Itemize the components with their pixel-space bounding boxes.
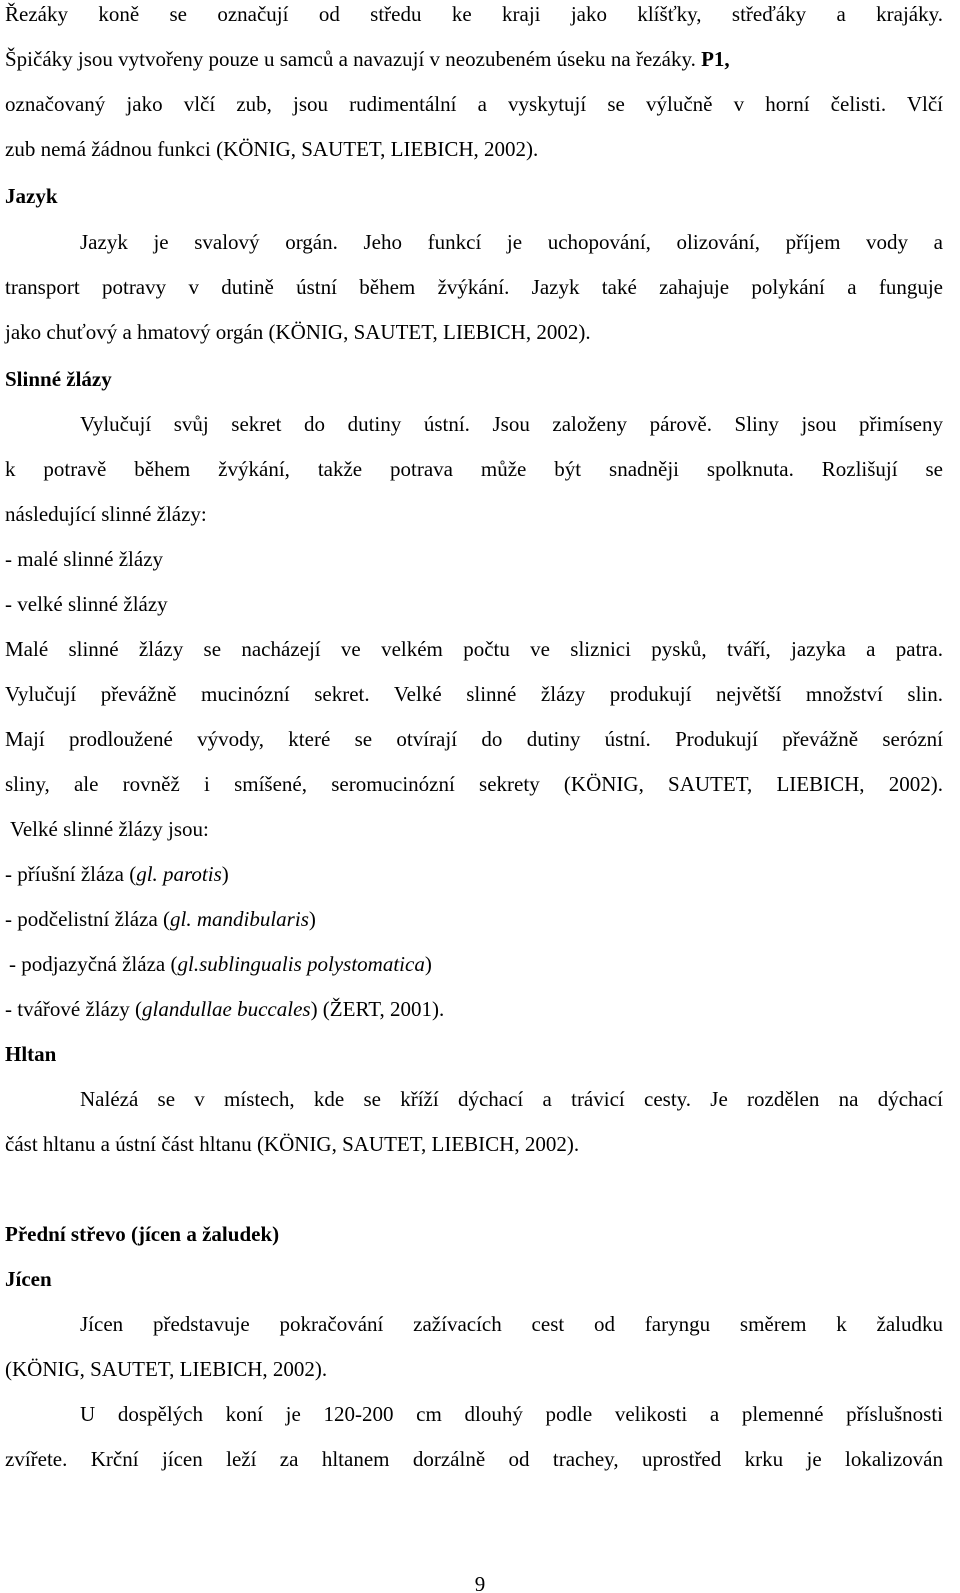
gland-list-item (5, 861, 943, 887)
gland-latin-name: gl. parotis (136, 862, 222, 886)
gland-text: ) (424, 952, 432, 976)
text-line: k potravě během žvýkání, takže potrava může být snadněji spolknuta. Rozlišují se (5, 457, 943, 481)
gland-text: - příušní žláza ( (5, 862, 137, 886)
list-item: - malé slinné žlázy (5, 547, 164, 571)
list-item: - velké slinné žlázy (5, 592, 168, 616)
section-heading-hltan: Hltan (5, 1042, 57, 1066)
text-line: U dospělých koní je 120-200 cm dlouhý podle velikosti a plemenné příslušnosti (80, 1402, 943, 1426)
text-line: zub nemá žádnou funkci (KÖNIG, SAUTET, LIEBICH, 2002). (5, 137, 539, 161)
text-line: následující slinné žlázy: (5, 502, 207, 526)
gland-list-item (9, 951, 947, 977)
text-line: Mají prodloužené vývody, které se otvírají do dutiny ústní. Produkují převážně serózní (5, 727, 943, 751)
text-line (5, 46, 943, 72)
gland-text: - tvářové žlázy ( (5, 997, 143, 1021)
text-line: označovaný jako vlčí zub, jsou rudimentální a vyskytují se výlučně v horní čelisti. Vlčí (5, 92, 943, 116)
p1-label: P1, (701, 47, 730, 71)
gland-text: ) (ŽERT, 2001). (310, 997, 445, 1021)
text-line: Řezáky koně se označují od středu ke kraji jako klíšťky, střeďáky a krajáky. (5, 2, 943, 26)
text-line: Vylučují svůj sekret do dutiny ústní. Jsou založeny párově. Sliny jsou přimíseny (80, 412, 943, 436)
text-line: Nalézá se v místech, kde se kříží dýchací a trávicí cesty. Je rozdělen na dýchací (80, 1087, 943, 1111)
text-line: Malé slinné žlázy se nacházejí ve velkém počtu ve sliznici pysků, tváří, jazyka a patra. (5, 637, 943, 661)
gland-text: - podjazyčná žláza ( (9, 952, 178, 976)
text-line: zvířete. Krční jícen leží za hltanem dorzálně od trachey, uprostřed krku je lokalizován (5, 1447, 943, 1471)
text-line: transport potravy v dutině ústní během žvýkání. Jazyk také zahajuje polykání a funguje (5, 275, 943, 299)
gland-text: ) (308, 907, 316, 931)
gland-latin-name: gl.sublingualis polystomatica (177, 952, 425, 976)
text-line: (KÖNIG, SAUTET, LIEBICH, 2002). (5, 1357, 328, 1381)
text-line: Jícen představuje pokračování zažívacích cest od faryngu směrem k žaludku (80, 1312, 943, 1336)
gland-latin-name: gl. mandibularis (170, 907, 309, 931)
gland-text: - podčelistní žláza ( (5, 907, 171, 931)
text-line-part: Špičáky jsou vytvořeny pouze u samců a navazují v neozubeném úseku na řezáky. (5, 47, 696, 71)
gland-text: ) (221, 862, 229, 886)
text-line: část hltanu a ústní část hltanu (KÖNIG, SAUTET, LIEBICH, 2002). (5, 1132, 580, 1156)
section-heading-jicen: Jícen (5, 1267, 52, 1291)
text-line: Vylučují převážně mucinózní sekret. Velké slinné žlázy produkují největší množství slin. (5, 682, 943, 706)
text-line: Velké slinné žlázy jsou: (10, 817, 209, 841)
section-heading-jazyk: Jazyk (5, 184, 58, 208)
page-number: 9 (474, 1572, 486, 1593)
text-line: Jazyk je svalový orgán. Jeho funkcí je uchopování, olizování, příjem vody a (80, 230, 943, 254)
gland-list-item (5, 996, 943, 1022)
text-line: sliny, ale rovněž i smíšené, seromucinózní sekrety (KÖNIG, SAUTET, LIEBICH, 2002). (5, 772, 943, 796)
gland-list-item (5, 906, 943, 932)
text-line: jako chuťový a hmatový orgán (KÖNIG, SAUTET, LIEBICH, 2002). (5, 320, 591, 344)
gland-latin-name: glandullae buccales (142, 997, 311, 1021)
section-heading-predni-strevo: Přední střevo (jícen a žaludek) (5, 1222, 280, 1246)
section-heading-slinne-zlazy: Slinné žlázy (5, 367, 112, 391)
